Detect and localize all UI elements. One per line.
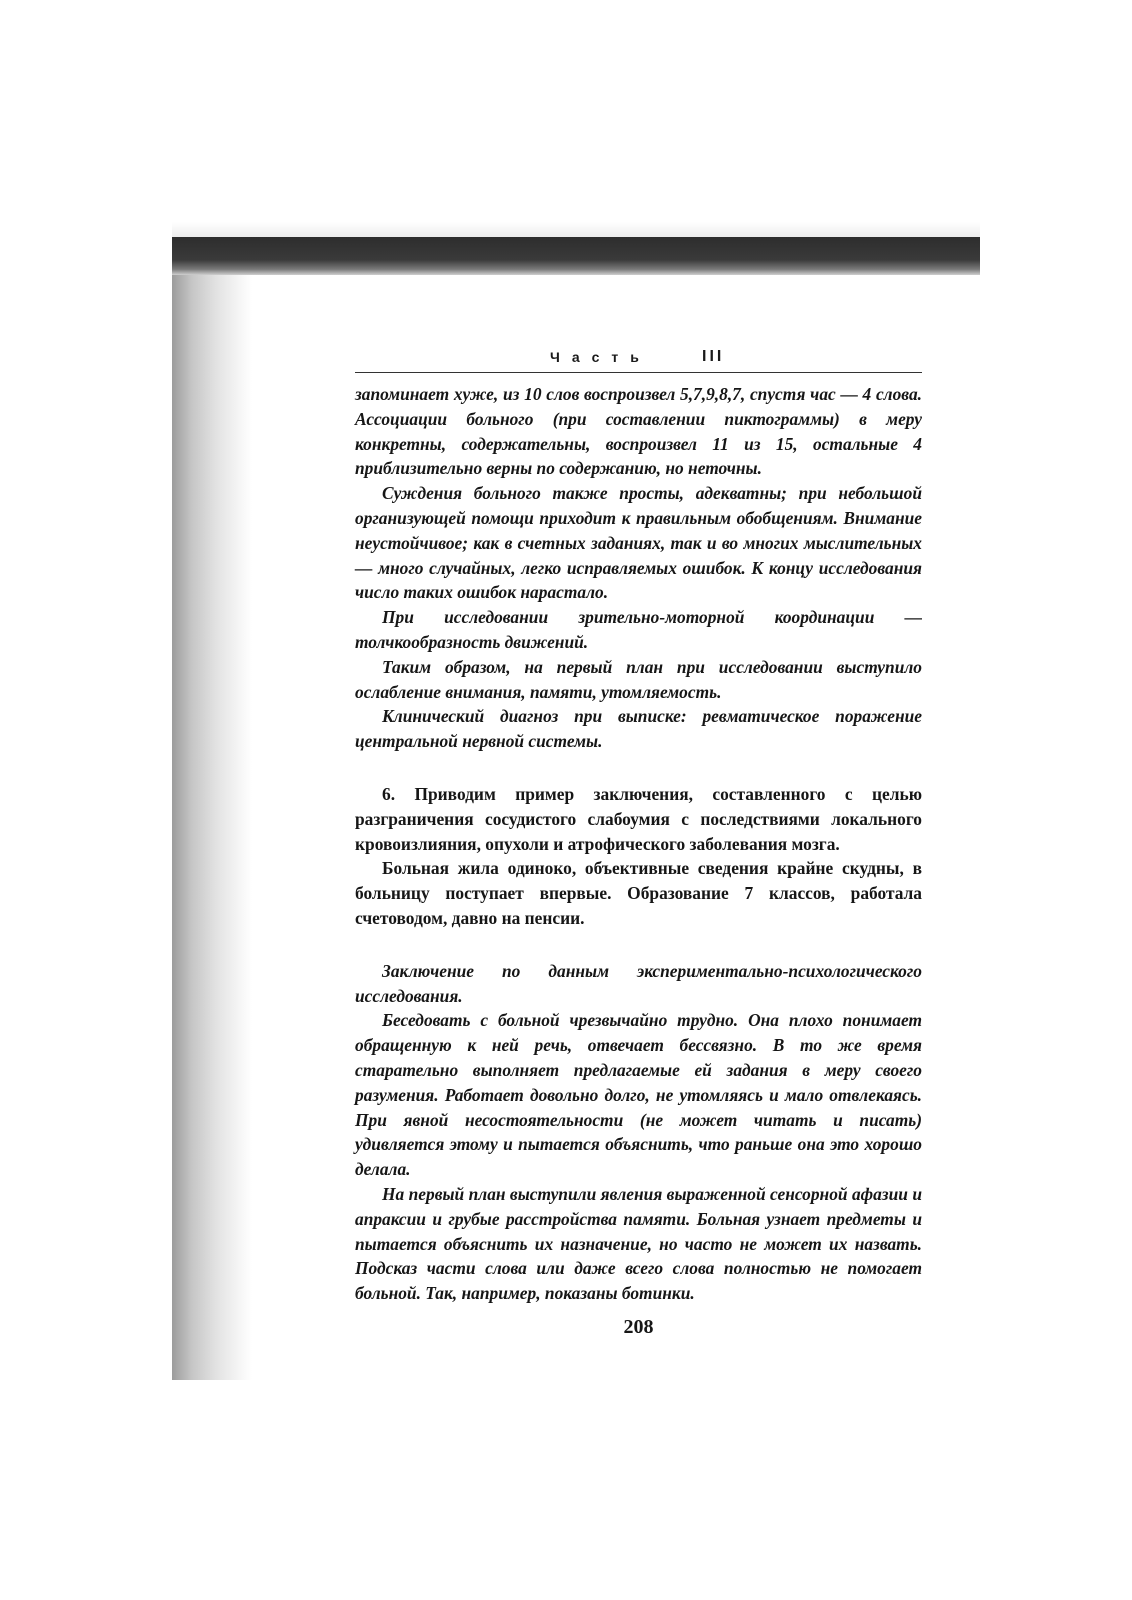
scan-shadow-left (172, 237, 252, 1380)
page-number: 208 (623, 1316, 654, 1338)
paragraph: Беседовать с больной чрезвычайно трудно. Она плохо понимает обращенную к ней речь, отвечает бессвязно. В то же время старательно выполняет предлагаемые ей задания в меру своего разумения. Работает довольно долго, не утомляясь и мало отвлекаясь. При явной несостоятельности (не может читать и писать) удивляется этому и пытается объяснить, что раньше она это хорошо делала. (355, 1010, 922, 1180)
running-head-number: III (702, 348, 725, 365)
paragraph: 6. Приводим пример заключения, составленного с целью разграничения сосудистого слабоумия с последствиями локального кровоизлияния, опухоли и атрофического заболевания мозга. (355, 783, 922, 854)
paragraph: Клинический диагноз при выписке: ревматическое поражение центральной нервной системы. (355, 706, 922, 752)
book-page (355, 346, 922, 1306)
text-block-example-6 (355, 782, 922, 931)
text-block-case-continuation (355, 382, 922, 754)
paragraph: запоминает хуже, из 10 слов воспроизвел 5,7,9,8,7, спустя час — 4 слова. Ассоциации больного (при составлении пиктограммы) в меру конкретны, содержательны, воспроизвел 11 из 15, остальные 4 приблизительно верны по содержанию, но неточны. (355, 384, 922, 479)
paragraph: При исследовании зрительно-моторной координации — толчкообразность движений. (355, 607, 922, 652)
running-head (355, 346, 922, 373)
running-head-part: Часть (550, 349, 651, 365)
paragraph: Суждения больного также просты, адекватны; при небольшой организующей помощи приходит к правильным обобщениям. Внимание неустойчивое; как в счетных заданиях, так и во многих мыслительных — много случайных, легко исправляемых ошибок. К концу исследования число таких ошибок нарастало. (355, 483, 922, 603)
section-heading: Заключение по данным экспериментально-психологического исследования. (355, 960, 922, 1006)
text-block-conclusion (355, 959, 922, 1306)
paragraph: На первый план выступили явления выраженной сенсорной афазии и апраксии и грубые расстройства памяти. Больная узнает предметы и пытается объяснить их назначение, но часто не может их назвать. Подсказ части слова или даже всего слова полностью не помогает больной. Так, например, показаны ботинки. (355, 1183, 922, 1304)
paragraph: Больная жила одиноко, объективные сведения крайне скудны, в больницу поступает впервые. Образование 7 классов, работала счетоводом, давно на пенсии. (355, 858, 922, 928)
scan-shadow-top (172, 237, 980, 275)
paragraph: Таким образом, на первый план при исследовании выступило ослабление внимания, памяти, утомляемость. (355, 656, 922, 702)
scan-shadow-top-light (172, 222, 980, 238)
